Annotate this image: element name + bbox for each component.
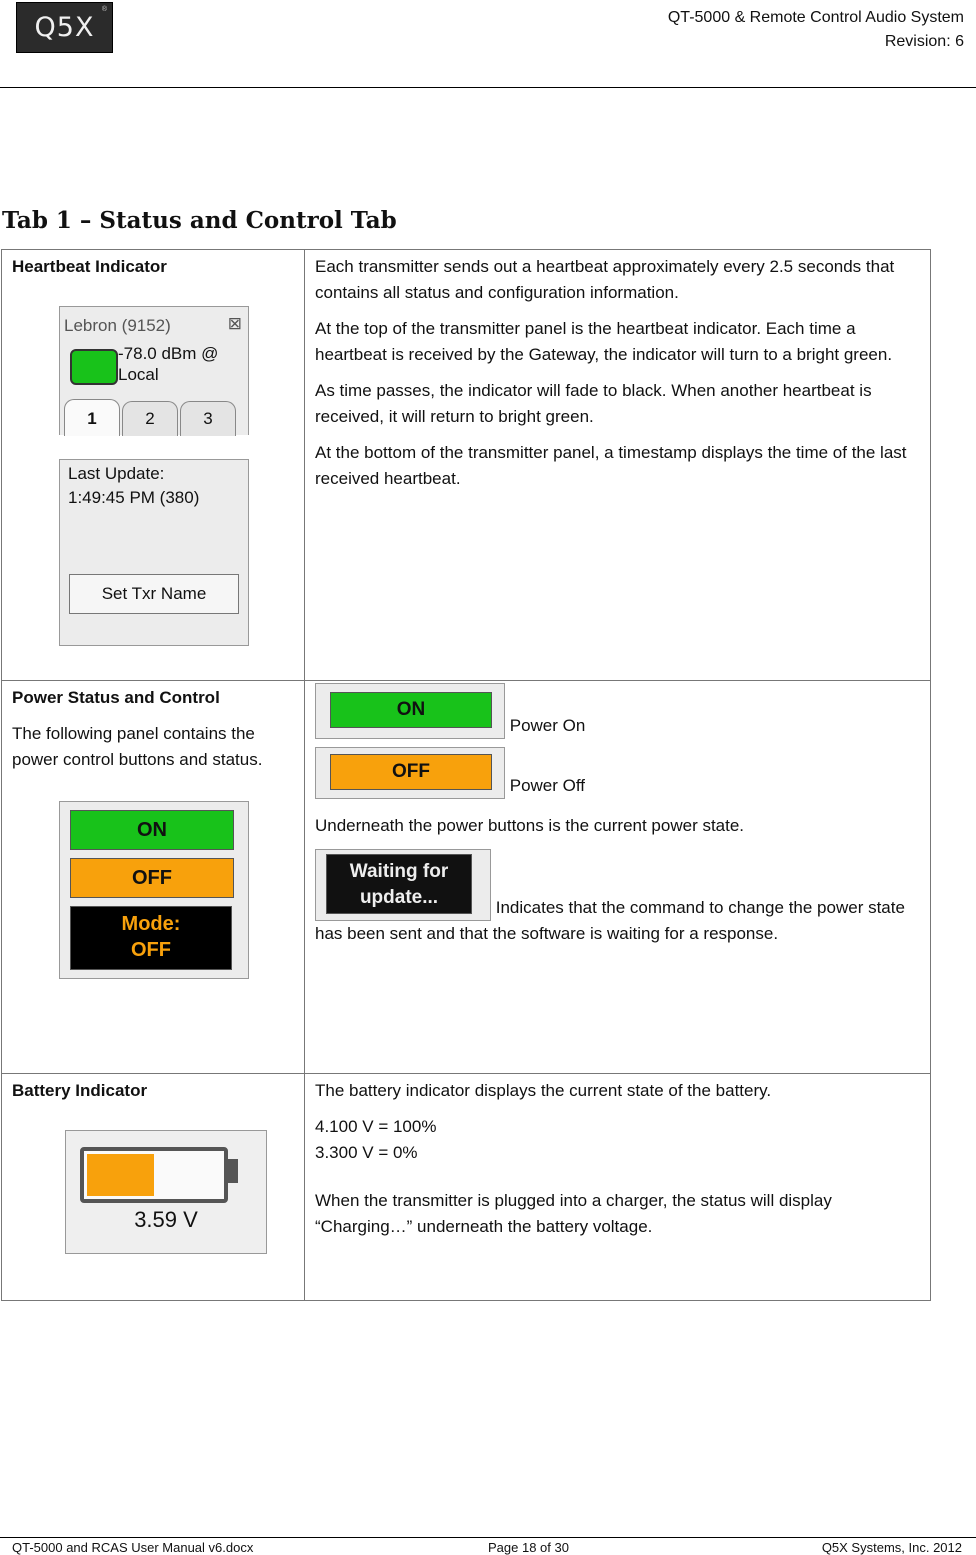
- waiting-row: [315, 849, 920, 947]
- tab-2[interactable]: 2: [122, 401, 178, 436]
- heartbeat-paragraph-2: At the top of the transmitter panel is the heartbeat indicator. Each time a heartbeat is received by the Gateway, the indicator will turn to a bright green.: [315, 319, 893, 364]
- table-row: [2, 681, 931, 1074]
- footer-divider: [0, 1537, 976, 1538]
- revision-label: Revision: 6: [884, 33, 964, 50]
- battery-description-cell: [305, 1074, 931, 1301]
- footer-company: Q5X Systems, Inc. 2012: [821, 1540, 962, 1555]
- heartbeat-panel-screenshot: [59, 306, 249, 435]
- battery-voltage: 3.59 V: [134, 1207, 198, 1232]
- charging-text: When the transmitter is plugged into a charger, the status will display “Charging…” underneath the battery voltage.: [315, 1191, 832, 1236]
- waiting-screenshot: [315, 849, 491, 921]
- waiting-text: Indicates that the command to change the power state has been sent and that the software is waiting for a response.: [315, 898, 905, 943]
- last-update-screenshot: [59, 459, 249, 646]
- on-button-sample: ON: [330, 692, 492, 728]
- power-label: Power Status and Control: [12, 688, 220, 707]
- table-row: [2, 250, 931, 681]
- footer-page-number: Page 18 of 30: [488, 1540, 569, 1555]
- power-mode-status: [70, 906, 232, 970]
- battery-cell: [2, 1074, 305, 1301]
- page-header: [668, 6, 964, 54]
- power-on-caption: Power On: [509, 716, 586, 735]
- waiting-status: [326, 854, 472, 914]
- battery-empty-value: 3.300 V = 0%: [315, 1143, 418, 1162]
- waiting-line-1: Waiting for: [349, 861, 449, 882]
- power-off-screenshot: [315, 747, 505, 799]
- logo-text: Q5X: [34, 12, 95, 43]
- status-control-table: [1, 249, 931, 1301]
- q5x-logo: [16, 2, 113, 53]
- power-description-cell: [305, 681, 931, 1074]
- set-txr-name-button[interactable]: Set Txr Name: [69, 574, 239, 614]
- heartbeat-paragraph-4: At the bottom of the transmitter panel, a timestamp displays the time of the last received heartbeat.: [315, 443, 907, 488]
- battery-label: Battery Indicator: [12, 1081, 148, 1100]
- close-icon[interactable]: ⊠: [227, 314, 242, 333]
- transmitter-name: Lebron (9152): [64, 316, 171, 335]
- heartbeat-label: Heartbeat Indicator: [12, 257, 167, 276]
- heartbeat-description: [305, 250, 931, 681]
- tab-1[interactable]: 1: [64, 399, 120, 436]
- table-row: [2, 1074, 931, 1301]
- on-button[interactable]: ON: [70, 810, 234, 850]
- last-update-block: [68, 462, 199, 510]
- battery-screenshot: [65, 1130, 267, 1254]
- heartbeat-indicator: [70, 349, 118, 385]
- power-panel-screenshot: [59, 801, 249, 979]
- battery-text: The battery indicator displays the current state of the battery.: [315, 1081, 772, 1100]
- waiting-line-2: update...: [359, 887, 439, 908]
- off-button[interactable]: OFF: [70, 858, 234, 898]
- mode-value: OFF: [131, 939, 171, 961]
- power-off-row: [315, 747, 920, 799]
- battery-full-value: 4.100 V = 100%: [315, 1117, 437, 1136]
- signal-source: Local: [118, 365, 159, 384]
- battery-terminal: [228, 1159, 238, 1183]
- registered-mark: ®: [101, 6, 107, 13]
- footer-filename: QT-5000 and RCAS User Manual v6.docx: [12, 1540, 254, 1555]
- signal-info: [118, 343, 218, 385]
- battery-icon: [80, 1147, 228, 1203]
- battery-level-fill: [87, 1154, 157, 1196]
- mode-label: Mode:: [121, 913, 181, 935]
- power-state-text: Underneath the power buttons is the current power state.: [315, 816, 745, 835]
- tab-3[interactable]: 3: [180, 401, 236, 436]
- power-on-screenshot: [315, 683, 505, 739]
- last-update-label: Last Update:: [68, 464, 165, 483]
- header-divider: [0, 87, 976, 88]
- document-title: QT-5000 & Remote Control Audio System: [667, 9, 964, 26]
- power-on-row: [315, 683, 920, 739]
- heartbeat-cell: [2, 250, 305, 681]
- signal-strength: -78.0 dBm @: [118, 344, 219, 363]
- heartbeat-paragraph-1: Each transmitter sends out a heartbeat approximately every 2.5 seconds that contains all status and configuration information.: [315, 257, 895, 302]
- section-title: Tab 1 – Status and Control Tab: [2, 207, 397, 234]
- last-update-time: 1:49:45 PM (380): [68, 488, 200, 507]
- power-off-caption: Power Off: [509, 776, 586, 795]
- panel-tabs: [64, 399, 236, 436]
- power-description: The following panel contains the power control buttons and status.: [12, 724, 263, 769]
- power-cell: [2, 681, 305, 1074]
- off-button-sample: OFF: [330, 754, 492, 790]
- heartbeat-paragraph-3: As time passes, the indicator will fade to black. When another heartbeat is received, it will return to bright green.: [315, 381, 872, 426]
